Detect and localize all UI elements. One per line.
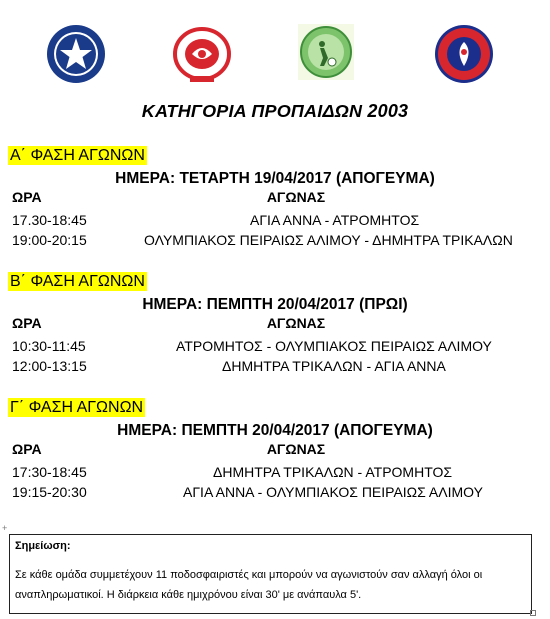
match-time: 17:30-18:45 bbox=[12, 464, 87, 480]
match-row bbox=[0, 464, 550, 484]
match-row bbox=[0, 484, 550, 504]
column-header-match: ΑΓΩΝΑΣ bbox=[266, 189, 326, 205]
phase-label: Α΄ ΦΑΣΗ ΑΓΩΝΩΝ bbox=[10, 147, 145, 164]
match-teams: ΔΗΜΗΤΡΑ ΤΡΙΚΑΛΩΝ - ΑΤΡΟΜΗΤΟΣ bbox=[213, 464, 453, 480]
atromitos-logo bbox=[46, 24, 106, 84]
match-time: 19:15-20:30 bbox=[12, 484, 87, 500]
phase-day: ΗΜΕΡΑ: ΠΕΜΠΤΗ 20/04/2017 (ΠΡΩΙ) bbox=[142, 296, 408, 313]
column-header-time: ΩΡΑ bbox=[12, 441, 42, 457]
note-title: Σημείωση: bbox=[15, 540, 71, 552]
match-teams: ΟΛΥΜΠΙΑΚΟΣ ΠΕΙΡΑΙΩΣ ΑΛΙΜΟΥ - ΔΗΜΗΤΡΑ ΤΡΙΚΑΛΩΝ bbox=[144, 232, 513, 248]
page-title: ΚΑΤΗΓΟΡΙΑ ΠΡΟΠΑΙΔΩΝ 2003 bbox=[141, 101, 409, 121]
match-time: 12:00-13:15 bbox=[12, 358, 87, 374]
resize-handle-icon[interactable] bbox=[530, 610, 536, 616]
logos-row bbox=[0, 20, 550, 90]
column-header-match: ΑΓΩΝΑΣ bbox=[266, 315, 326, 331]
agia-anna-logo bbox=[434, 24, 494, 84]
match-teams: ΑΓΙΑ ΑΝΝΑ - ΑΤΡΟΜΗΤΟΣ bbox=[250, 212, 420, 228]
match-teams: ΑΓΙΑ ΑΝΝΑ - ΟΛΥΜΠΙΑΚΟΣ ΠΕΙΡΑΙΩΣ ΑΛΙΜΟΥ bbox=[183, 484, 483, 500]
dimitra-logo bbox=[296, 22, 356, 82]
phase-day: ΗΜΕΡΑ: ΤΕΤΑΡΤΗ 19/04/2017 (ΑΠΟΓΕΥΜΑ) bbox=[115, 170, 435, 187]
match-row bbox=[0, 358, 550, 378]
olympiakos-logo bbox=[172, 24, 232, 84]
match-time: 10:30-11:45 bbox=[12, 338, 86, 354]
match-teams: ΑΤΡΟΜΗΤΟΣ - ΟΛΥΜΠΙΑΚΟΣ ΠΕΙΡΑΙΩΣ ΑΛΙΜΟΥ bbox=[176, 338, 492, 354]
column-header-match: ΑΓΩΝΑΣ bbox=[266, 441, 326, 457]
phase-label: Β΄ ΦΑΣΗ ΑΓΩΝΩΝ bbox=[10, 273, 145, 290]
phase-day: ΗΜΕΡΑ: ΠΕΜΠΤΗ 20/04/2017 (ΑΠΟΓΕΥΜΑ) bbox=[117, 422, 433, 439]
column-header-time: ΩΡΑ bbox=[12, 189, 42, 205]
match-row bbox=[0, 338, 550, 358]
anchor-icon: + bbox=[2, 523, 8, 533]
match-time: 19:00-20:15 bbox=[12, 232, 87, 248]
match-row bbox=[0, 232, 550, 252]
note-box[interactable] bbox=[9, 534, 532, 614]
note-text: Σε κάθε ομάδα συμμετέχουν 11 ποδοσφαιριστές και μπορούν να αγωνιστούν σαν αλλαγή όλοι οι αναπληρωματικοί. Η διάρκεια κάθε ημιχρόνου είναι 30' με ανάπαυλα 5'. bbox=[15, 569, 483, 601]
match-row bbox=[0, 212, 550, 232]
match-teams: ΔΗΜΗΤΡΑ ΤΡΙΚΑΛΩΝ - ΑΓΙΑ ΑΝΝΑ bbox=[222, 358, 446, 374]
match-time: 17.30-18:45 bbox=[12, 212, 87, 228]
column-header-time: ΩΡΑ bbox=[12, 315, 42, 331]
phase-label: Γ΄ ΦΑΣΗ ΑΓΩΝΩΝ bbox=[10, 399, 144, 416]
